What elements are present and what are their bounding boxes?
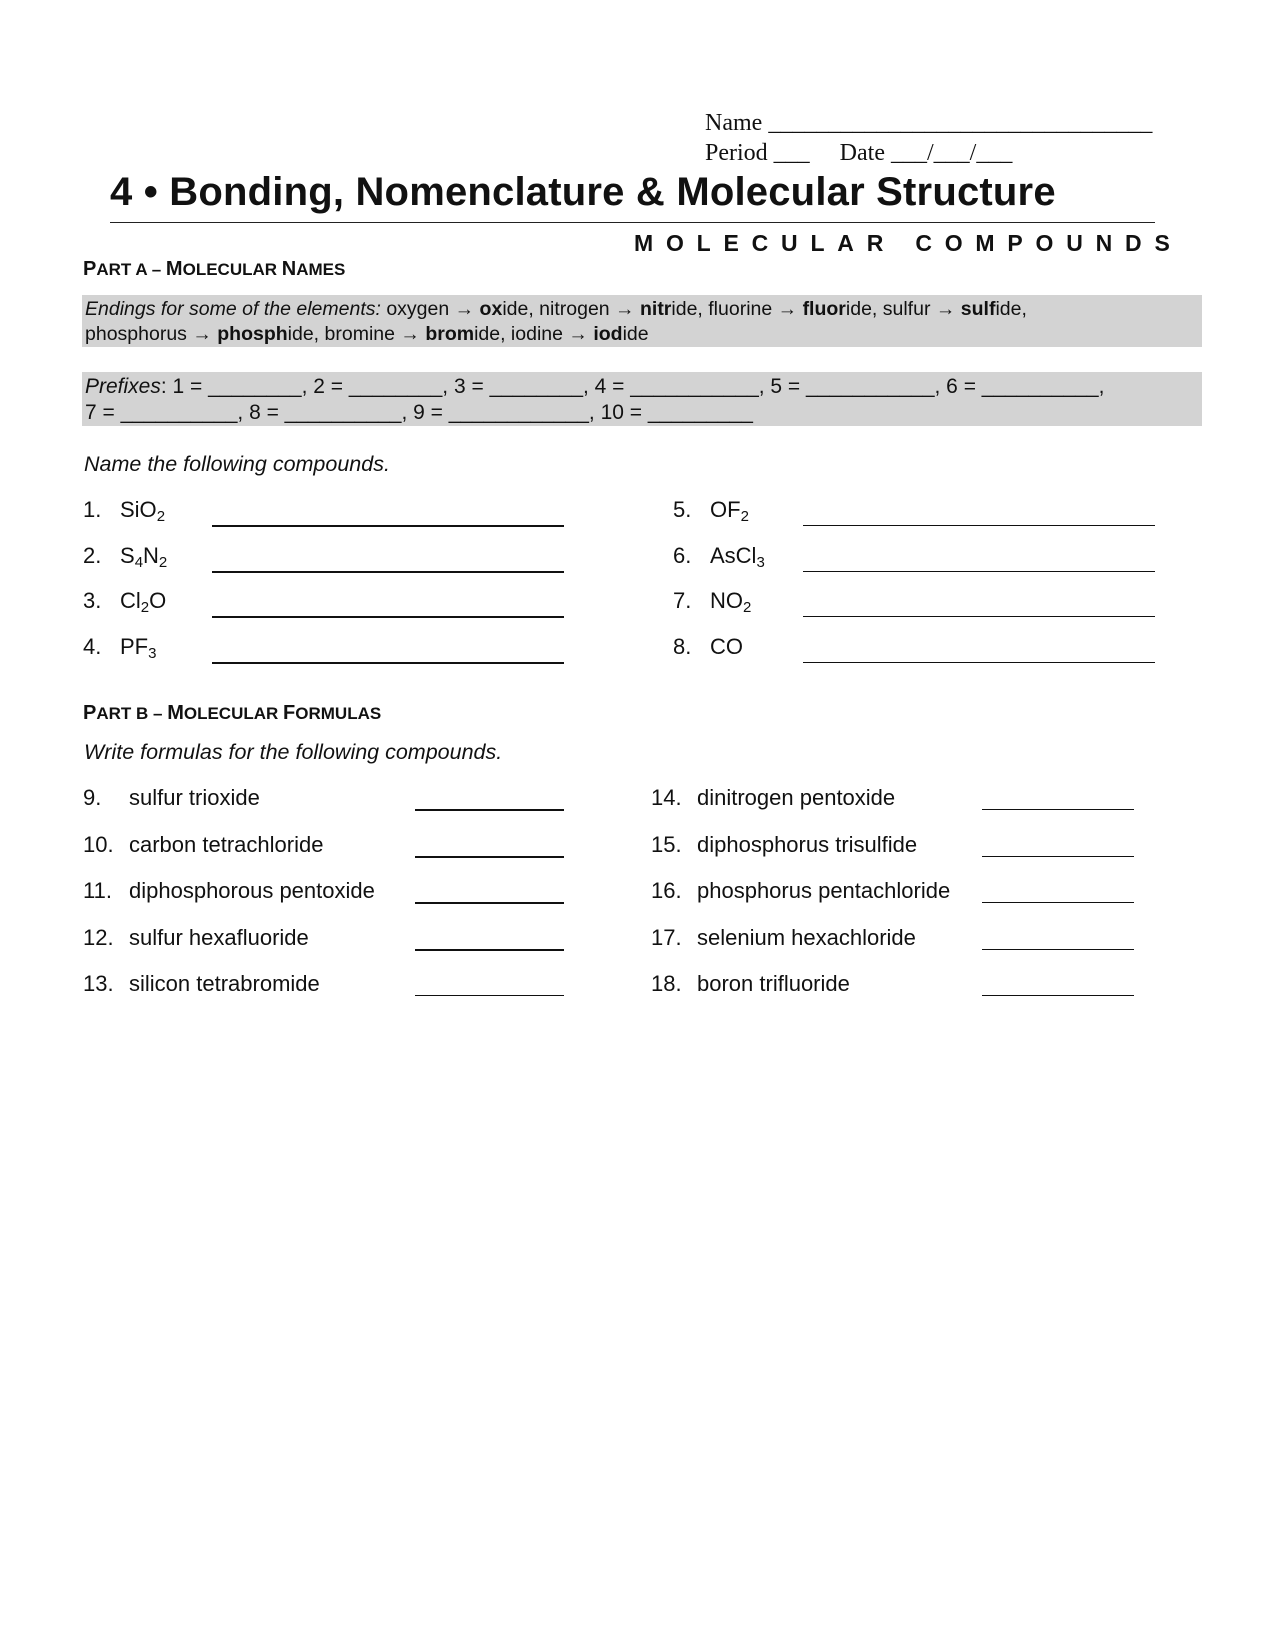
- ending-stem: nitr: [639, 298, 672, 320]
- compound-formula: $NO_2$: [710, 588, 752, 616]
- answer-line[interactable]: [803, 616, 1155, 617]
- compound-name: sulfur trioxide: [129, 785, 260, 810]
- compound-name: phosphorus pentachloride: [697, 878, 951, 903]
- formula-answer-line[interactable]: [415, 809, 564, 811]
- date-blank[interactable]: ___/___/___: [890, 140, 1013, 166]
- ending-item: bromine → bromide,: [324, 323, 511, 345]
- answer-line[interactable]: [212, 525, 564, 527]
- heading-small: ORMULAS: [295, 704, 382, 723]
- period-label: Period: [705, 140, 768, 166]
- endings-line-1: [85, 297, 1199, 322]
- compound-name: sulfur hexafluoride: [129, 924, 309, 950]
- compound-number: 8.: [673, 633, 692, 659]
- heading-cap: N: [281, 258, 297, 280]
- compound-formula: $S_4N_2$: [120, 542, 168, 571]
- formula-answer-line[interactable]: [415, 856, 564, 858]
- name-blank[interactable]: ________________________________: [768, 110, 1153, 136]
- compound-formula: SiO$_2$: [120, 497, 166, 525]
- formula-answer-line[interactable]: [982, 949, 1134, 950]
- ending-stem: brom: [425, 323, 475, 345]
- prefixes-box: [82, 372, 1202, 426]
- name-label: Name: [705, 110, 763, 136]
- compound-item: [120, 543, 167, 569]
- heading-small: AMES: [296, 260, 346, 279]
- compound-formula: AsCl$_3$: [710, 542, 765, 571]
- compound-item: [120, 497, 165, 523]
- date-label: Date: [839, 140, 885, 166]
- period-blank[interactable]: ___: [773, 140, 810, 166]
- part-a-instruction: Name the following compounds.: [84, 452, 390, 476]
- page-title: 4 • Bonding, Nomenclature & Molecular Structure: [110, 170, 1056, 214]
- ending-item: fluorine → fluoride,: [708, 298, 883, 320]
- heading-cap: P: [83, 702, 97, 724]
- item-number: 14.: [651, 785, 682, 810]
- period-date-line: [705, 138, 1152, 168]
- answer-line[interactable]: [212, 662, 564, 664]
- compound-name: diphosphorus trisulfide: [697, 831, 918, 857]
- item-number: 11.: [83, 878, 112, 903]
- item-number: 16.: [651, 878, 682, 903]
- compound-item: [710, 588, 751, 614]
- ending-item: iodine → iodide: [510, 323, 649, 345]
- ending-stem: phosph: [217, 323, 288, 345]
- compound-number: 6.: [673, 542, 692, 568]
- heading-small: ART B –: [96, 704, 168, 723]
- compound-name: selenium hexachloride: [697, 924, 916, 950]
- ending-item: phosphorus → phosphide,: [85, 323, 325, 345]
- heading-small: OLECULAR: [183, 704, 284, 723]
- formula-answer-line[interactable]: [982, 856, 1134, 857]
- prefixes-blanks-1[interactable]: : 1 = ________, 2 = ________, 3 = ________, 4 = ___________, 5 = ___________, 6 = __________,: [160, 375, 1105, 398]
- name-line: [705, 108, 1152, 138]
- item-number: 12.: [83, 924, 114, 950]
- heading-cap: P: [83, 258, 97, 280]
- compound-number: 4.: [83, 633, 102, 659]
- compound-item: [710, 634, 743, 660]
- compound-number: 2.: [83, 542, 102, 568]
- endings-intro: Endings for some of the elements:: [85, 298, 387, 320]
- part-a-heading: [83, 258, 345, 281]
- formula-answer-line[interactable]: [415, 902, 564, 904]
- compound-number: 3.: [83, 588, 102, 613]
- compound-name: boron trifluoride: [697, 971, 850, 996]
- item-number: 15.: [651, 831, 682, 857]
- heading-cap: M: [167, 702, 184, 724]
- endings-line-2: [85, 322, 1199, 347]
- ending-stem: iod: [593, 323, 623, 345]
- heading-small: OLECULAR: [182, 260, 282, 279]
- compound-item: [710, 497, 749, 523]
- compound-name: dinitrogen pentoxide: [697, 785, 896, 810]
- heading-small: ART A –: [96, 260, 166, 279]
- heading-cap: F: [283, 702, 296, 724]
- ending-stem: fluor: [802, 298, 846, 320]
- compound-item: [120, 634, 156, 660]
- answer-line[interactable]: [212, 571, 564, 573]
- item-number: 9.: [83, 785, 102, 810]
- compound-number: 7.: [673, 588, 692, 613]
- compound-name: diphosphorous pentoxide: [129, 878, 375, 903]
- ending-item: sulfur → sulfide,: [882, 298, 1027, 320]
- item-number: 13.: [83, 971, 114, 996]
- formula-answer-line[interactable]: [415, 949, 564, 951]
- prefixes-label: Prefixes: [85, 375, 161, 398]
- formula-answer-line[interactable]: [982, 995, 1134, 996]
- item-number: 10.: [83, 831, 114, 857]
- ending-stem: ox: [479, 298, 503, 320]
- compound-formula: CO: [710, 633, 743, 659]
- answer-line[interactable]: [803, 571, 1155, 572]
- heading-cap: M: [165, 258, 183, 280]
- answer-line[interactable]: [212, 616, 564, 618]
- page-subtitle: MOLECULAR COMPOUNDS: [634, 230, 1183, 256]
- compound-item: [710, 543, 765, 569]
- student-info: [705, 108, 1152, 168]
- compound-number: 5.: [673, 497, 692, 522]
- item-number: 17.: [651, 924, 682, 950]
- compound-name: carbon tetrachloride: [129, 831, 324, 857]
- compound-formula: $PF_3$: [120, 633, 157, 662]
- compound-item: [120, 588, 166, 614]
- title-divider: [110, 222, 1155, 223]
- formula-answer-line[interactable]: [982, 809, 1134, 810]
- compound-number: 1.: [83, 497, 102, 522]
- prefixes-line-2[interactable]: 7 = __________, 8 = __________, 9 = ____________, 10 = _________: [85, 401, 753, 424]
- answer-line[interactable]: [803, 662, 1155, 663]
- endings-box: [82, 295, 1202, 347]
- answer-line[interactable]: [803, 525, 1155, 526]
- ending-stem: sulf: [960, 298, 996, 320]
- compound-formula: $Cl_2O$: [120, 588, 167, 616]
- formula-answer-line[interactable]: [415, 995, 564, 996]
- compound-formula: $OF_2$: [710, 497, 749, 525]
- ending-item: oxygen → oxide,: [386, 298, 540, 320]
- ending-item: nitrogen → nitride,: [539, 298, 709, 320]
- compound-name: silicon tetrabromide: [129, 971, 320, 996]
- part-b-heading: [83, 702, 381, 725]
- part-b-instruction: Write formulas for the following compounds.: [84, 740, 503, 764]
- prefixes-line-1[interactable]: [85, 374, 1199, 400]
- item-number: 18.: [651, 971, 682, 996]
- formula-answer-line[interactable]: [982, 902, 1134, 903]
